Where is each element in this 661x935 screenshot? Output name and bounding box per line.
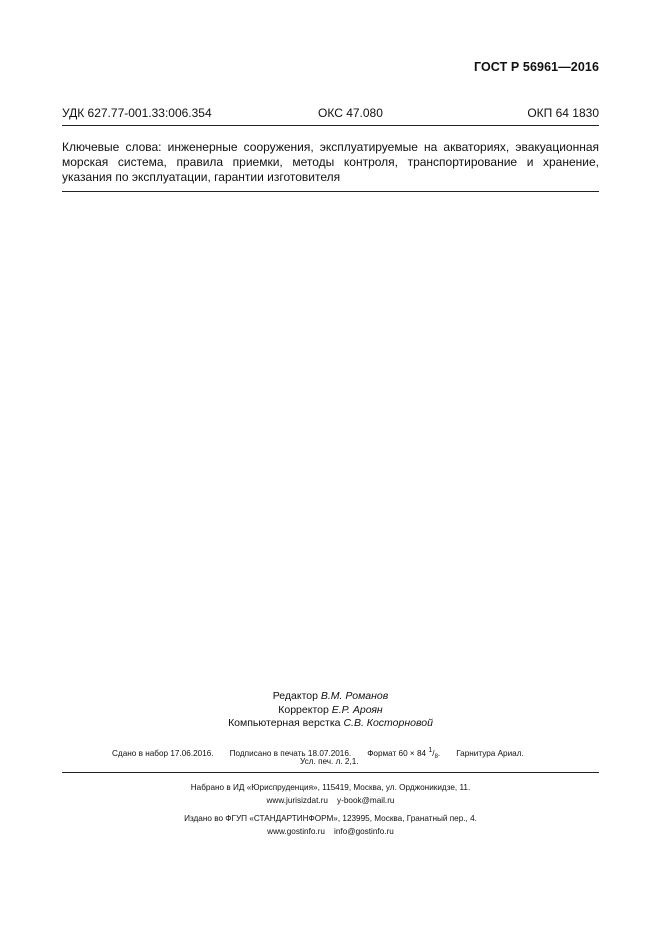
format-numerator: 1 [428,747,433,754]
editor-label: Редактор [272,690,318,702]
standard-code: ГОСТ Р 56961—2016 [473,60,599,74]
editor-line [0,690,661,704]
oks-code: ОКС 47.080 [318,106,383,120]
issuer-address: Издано во ФГУП «СТАНДАРТИНФОРМ», 123995, Москва, Гранатный пер., 4. [184,814,477,823]
typesetter-address: Набрано в ИД «Юриспруденция», 115419, Москва, ул. Орджоникидзе, 11. [190,783,471,792]
issuer-contacts: www.gostinfo.ru info@gostinfo.ru [267,826,394,836]
divider-top [62,125,599,126]
divider-keywords [62,191,599,192]
corrector-line [0,704,661,718]
format-denominator: 8 [434,754,438,760]
signed-date: Подписано в печать 18.07.2016. [229,749,352,758]
layout-name: С.В. Косторновой [343,717,433,729]
typeset-date: Сдано в набор 17.06.2016. [112,749,214,758]
udk-code: УДК 627.77-001.33:006.354 [62,106,212,120]
editor-name: В.М. Романов [320,690,389,702]
okp-code: ОКП 64 1830 [527,106,599,120]
corrector-label: Корректор [278,703,329,716]
keywords-paragraph: Ключевые слова: инженерные сооружения, эксплуатируемые на акваториях, эвакуационная морская система, правила приемки, методы контроля, транспортирование и хранение, указания по эксплуатации, гарантии изготовителя [62,140,599,185]
classification-row [62,106,599,122]
layout-label: Компьютерная верстка [228,717,341,729]
credits-block [0,690,661,731]
paper-format: Формат 60 × 84 $^1/_8$. [367,747,441,760]
divider-bottom [62,772,599,773]
publisher-issuer [0,813,661,838]
typesetter-contacts: www.jurisizdat.ru y-book@mail.ru [266,795,395,805]
format-suffix: . [437,749,441,758]
format-prefix: Формат 60 × 84 [367,749,427,758]
corrector-name: Е.Р. Ароян [331,703,383,716]
typeface: Гарнитура Ариал. [456,749,524,758]
publisher-typesetter [0,782,661,807]
printed-sheets: Усл. печ. л. 2,1. [300,757,359,766]
layout-line [0,717,661,731]
